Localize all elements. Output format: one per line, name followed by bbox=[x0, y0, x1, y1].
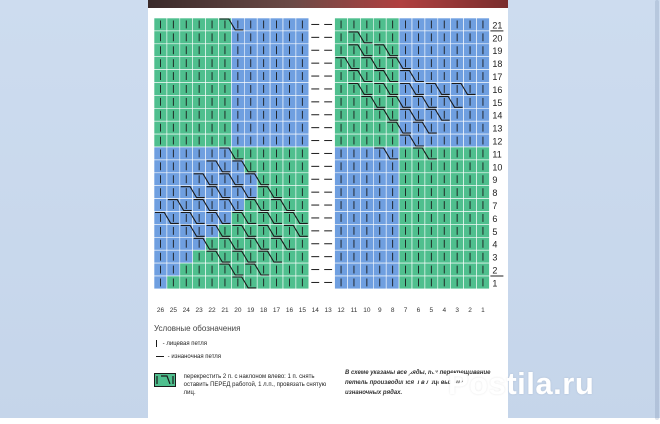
column-label: 7 bbox=[403, 307, 408, 314]
row-label: 17 bbox=[492, 72, 503, 82]
row-label: 2 bbox=[492, 265, 498, 276]
column-label: 26 bbox=[156, 307, 165, 314]
legend-title: Условные обозначения bbox=[154, 324, 241, 333]
column-label: 5 bbox=[429, 307, 434, 314]
column-label: 15 bbox=[298, 307, 306, 314]
row-label: 4 bbox=[492, 239, 498, 250]
row-label: 19 bbox=[492, 46, 503, 57]
knit-symbol-icon bbox=[156, 340, 157, 347]
chart-note: В схеме указаны все ряды, т.к перекрещивание петель производится и в лицевых, и в изнаночных рядах. bbox=[345, 370, 491, 396]
legend-cross bbox=[154, 373, 334, 397]
legend-knit-label: - лицевая петля bbox=[162, 341, 208, 348]
column-label: 21 bbox=[221, 307, 229, 314]
bottom-bar bbox=[0, 418, 660, 424]
column-label: 9 bbox=[377, 307, 382, 314]
row-label: 10 bbox=[492, 162, 503, 173]
row-label: 20 bbox=[492, 33, 503, 44]
row-label: 15 bbox=[492, 97, 503, 108]
row-label: 1 bbox=[492, 278, 498, 289]
legend-purl-label: - изнаночная петля bbox=[167, 354, 222, 360]
watermark-text: Postila.ru bbox=[448, 366, 595, 401]
column-label: 14 bbox=[311, 307, 319, 314]
row-label: 11 bbox=[492, 149, 502, 160]
purl-symbol-icon bbox=[156, 356, 164, 357]
column-label: 3 bbox=[455, 307, 459, 314]
column-label: 12 bbox=[337, 307, 345, 314]
column-label: 13 bbox=[324, 307, 332, 314]
column-label: 1 bbox=[481, 307, 485, 314]
scrollbar[interactable] bbox=[655, 0, 659, 420]
column-label: 22 bbox=[208, 307, 216, 314]
postila-logo-icon bbox=[402, 365, 442, 405]
column-label: 11 bbox=[350, 307, 358, 314]
row-label: 14 bbox=[492, 110, 503, 121]
column-label: 20 bbox=[234, 307, 242, 314]
column-label: 23 bbox=[195, 307, 203, 314]
legend-cross-label: перекрестить 2 п. с наклоном влево: 1 п. снять оставить ПЕРЕД работой, 1 л.п., провязать снятую лиц. bbox=[183, 374, 327, 396]
column-label: 17 bbox=[272, 307, 281, 314]
row-label: 3 bbox=[492, 252, 498, 263]
row-label: 21 bbox=[492, 20, 503, 31]
row-label: 12 bbox=[492, 136, 503, 147]
column-label: 24 bbox=[182, 307, 190, 314]
column-label: 6 bbox=[416, 307, 421, 314]
column-label: 2 bbox=[468, 307, 472, 314]
row-label: 18 bbox=[492, 59, 503, 70]
row-label: 13 bbox=[492, 123, 503, 134]
legend-purl bbox=[156, 353, 221, 361]
column-label: 16 bbox=[285, 307, 294, 314]
row-label: 5 bbox=[492, 226, 498, 237]
cross-symbol-icon bbox=[154, 373, 176, 387]
row-label: 7 bbox=[492, 201, 498, 211]
column-label: 10 bbox=[363, 307, 371, 314]
legend-knit bbox=[156, 340, 207, 348]
column-label: 18 bbox=[260, 307, 268, 314]
row-label: 9 bbox=[492, 175, 498, 186]
column-label: 25 bbox=[169, 307, 177, 314]
column-label: 19 bbox=[247, 307, 255, 314]
row-label: 16 bbox=[492, 84, 503, 95]
column-label: 8 bbox=[390, 307, 395, 314]
column-label: 4 bbox=[442, 307, 447, 314]
row-label: 6 bbox=[492, 213, 498, 224]
row-label: 8 bbox=[492, 188, 498, 199]
